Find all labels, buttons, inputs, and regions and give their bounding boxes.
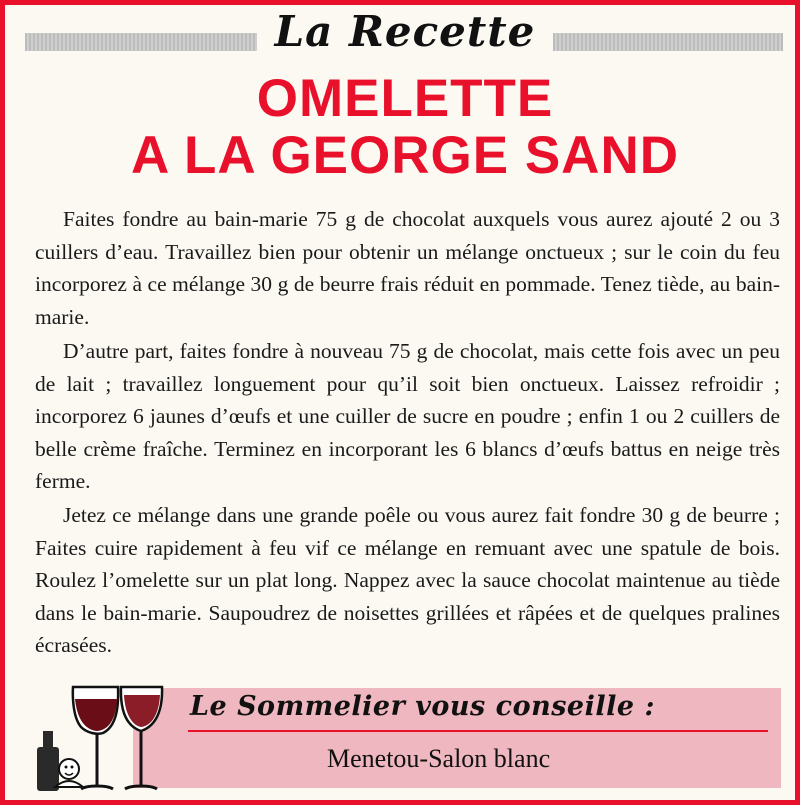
sommelier-title: Le Sommelier vous conseille : <box>190 691 655 722</box>
recipe-paragraph-1: Faites fondre au bain-marie 75 g de chocolat auxquels vous aurez ajouté 2 ou 3 cuillers d’eau. Travaillez bien pour obtenir un mélange onctueux ; sur le coin du feu incorporez à ce mélange 30 g de beurre frais réduit en pommade. Tenez tiède, au bain-marie. <box>35 207 780 329</box>
sommelier-divider <box>188 730 768 732</box>
wine-glasses-icon <box>25 675 195 800</box>
recipe-title-line-2: A LA GEORGE SAND <box>131 126 679 185</box>
recipe-paragraph-3: Jetez ce mélange dans une grande poêle ou vous aurez fait fondre 30 g de beurre ; Faites cuire rapidement à feu vif ce mélange en remuant avec une spatule de bois. Roulez l’omelette sur un plat long. Nappez avec la sauce chocolat maintenue au tiède dans le bain-marie. Saupoudrez de noisettes grillées et râpées et de quelques pralines écrasées. <box>35 503 780 657</box>
header-label-text: La Recette <box>257 7 554 56</box>
recipe-paragraph-2: D’autre part, faites fondre à nouveau 75 g de chocolat, mais cette fois avec un peu de lait ; travaillez longuement pour qu’il soit bien onctueux. Laissez refroidir ; incorporez 6 jaunes d’œufs et une cuiller de sucre en poudre ; enfin 1 ou 2 cuillers de belle crème fraîche. Terminez en incorporant les 6 blancs d’œufs battus en neige très ferme. <box>35 339 780 493</box>
wine-recommendation: Menetou-Salon blanc <box>327 744 551 773</box>
recipe-title-line-1: OMELETTE <box>256 69 554 128</box>
header-label <box>5 7 800 56</box>
